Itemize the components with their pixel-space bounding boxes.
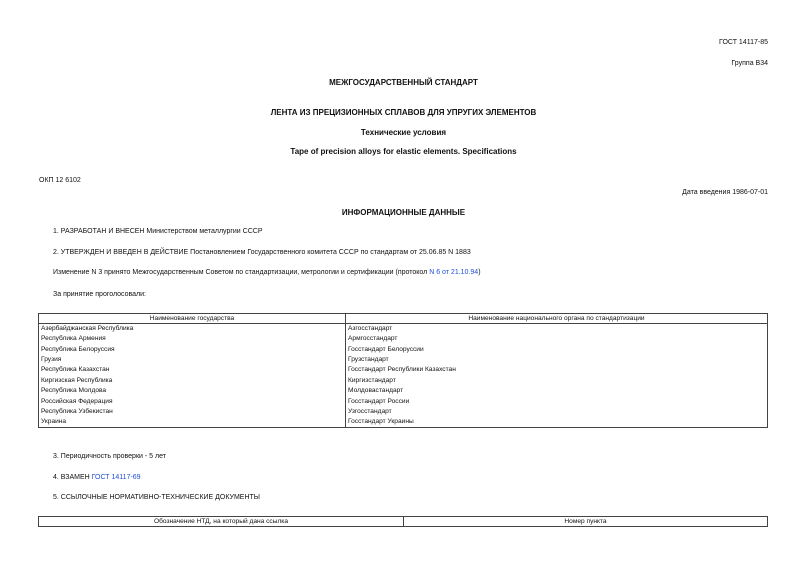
item-approved: 2. УТВЕРЖДЕН И ВВЕДЕН В ДЕЙСТВИЕ Постановлением Государственного комитета СССР по стандартам от 25.06.85 N 1883 — [53, 249, 471, 256]
state-name-cell: Киргизская Республика — [39, 376, 346, 386]
intro-date: Дата введения 1986-07-01 — [682, 189, 768, 196]
info-heading: ИНФОРМАЦИОННЫЕ ДАННЫЕ — [341, 208, 466, 217]
table-row — [39, 407, 768, 417]
item-change — [53, 269, 481, 276]
standard-code: ГОСТ 14117-85 — [719, 39, 768, 46]
standards-body-cell: Грузстандарт — [346, 355, 768, 365]
item-refs: 5. ССЫЛОЧНЫЕ НОРМАТИВНО-ТЕХНИЧЕСКИЕ ДОКУМЕНТЫ — [53, 494, 260, 501]
states-header-state: Наименование государства — [39, 314, 346, 324]
table-row — [39, 386, 768, 396]
table-row — [39, 376, 768, 386]
state-name-cell: Украина — [39, 417, 346, 428]
state-name-cell: Республика Белоруссия — [39, 344, 346, 354]
state-name-cell: Республика Армения — [39, 334, 346, 344]
table-row — [39, 324, 768, 335]
state-name-cell: Республика Узбекистан — [39, 407, 346, 417]
standards-body-cell: Госстандарт России — [346, 396, 768, 406]
document-title: ЛЕНТА ИЗ ПРЕЦИЗИОННЫХ СПЛАВОВ ДЛЯ УПРУГИХ ЭЛЕМЕНТОВ — [270, 108, 537, 117]
item-replaced — [53, 474, 141, 481]
standards-body-cell: Молдовастандарт — [346, 386, 768, 396]
okp-code: ОКП 12 6102 — [39, 177, 81, 184]
table-row — [39, 344, 768, 354]
standards-body-cell: Киргизстандарт — [346, 376, 768, 386]
state-name-cell: Азербайджанская Республика — [39, 324, 346, 335]
table-row — [39, 334, 768, 344]
standards-body-cell: Азгосстандарт — [346, 324, 768, 335]
change-text: Изменение N 3 принято Межгосударственным Советом по стандартизации, метрологии и сертификации (протокол — [53, 269, 430, 276]
state-name-cell: Республика Казахстан — [39, 365, 346, 375]
table-row — [39, 417, 768, 428]
english-title: Tape of precision alloys for elastic elements. Specifications — [290, 147, 517, 156]
table-row — [39, 355, 768, 365]
group-code: Группа В34 — [731, 60, 768, 67]
standards-body-cell: Госстандарт Украины — [346, 417, 768, 428]
refs-table — [38, 516, 768, 527]
replaced-text: 4. ВЗАМЕН — [53, 474, 92, 481]
state-name-cell: Грузия — [39, 355, 346, 365]
state-name-cell: Российская Федерация — [39, 396, 346, 406]
standards-body-cell: Госстандарт Республики Казахстан — [346, 365, 768, 375]
refs-header-item: Номер пункта — [404, 517, 768, 527]
states-header-body: Наименование национального органа по стандартизации — [346, 314, 768, 324]
change-text-end: ) — [478, 269, 481, 276]
states-table — [38, 313, 768, 428]
table-row — [39, 365, 768, 375]
protocol-link[interactable]: N 6 от 21.10.94 — [429, 269, 479, 276]
refs-header-ntd: Обозначение НТД, на который дана ссылка — [39, 517, 404, 527]
item-developed: 1. РАЗРАБОТАН И ВНЕСЕН Министерством металлургии СССР — [53, 228, 263, 235]
standards-body-cell: Армгосстандарт — [346, 334, 768, 344]
item-voted: За принятие проголосовали: — [53, 291, 146, 298]
table-row — [39, 396, 768, 406]
states-table-body — [39, 324, 768, 428]
state-name-cell: Республика Молдова — [39, 386, 346, 396]
item-period: 3. Периодичность проверки - 5 лет — [53, 453, 166, 460]
standard-kind: МЕЖГОСУДАРСТВЕННЫЙ СТАНДАРТ — [329, 78, 478, 87]
replaced-gost-link[interactable]: ГОСТ 14117-69 — [91, 474, 141, 481]
document-subtitle: Технические условия — [360, 128, 447, 137]
standards-body-cell: Узгосстандарт — [346, 407, 768, 417]
standards-body-cell: Госстандарт Белоруссии — [346, 344, 768, 354]
